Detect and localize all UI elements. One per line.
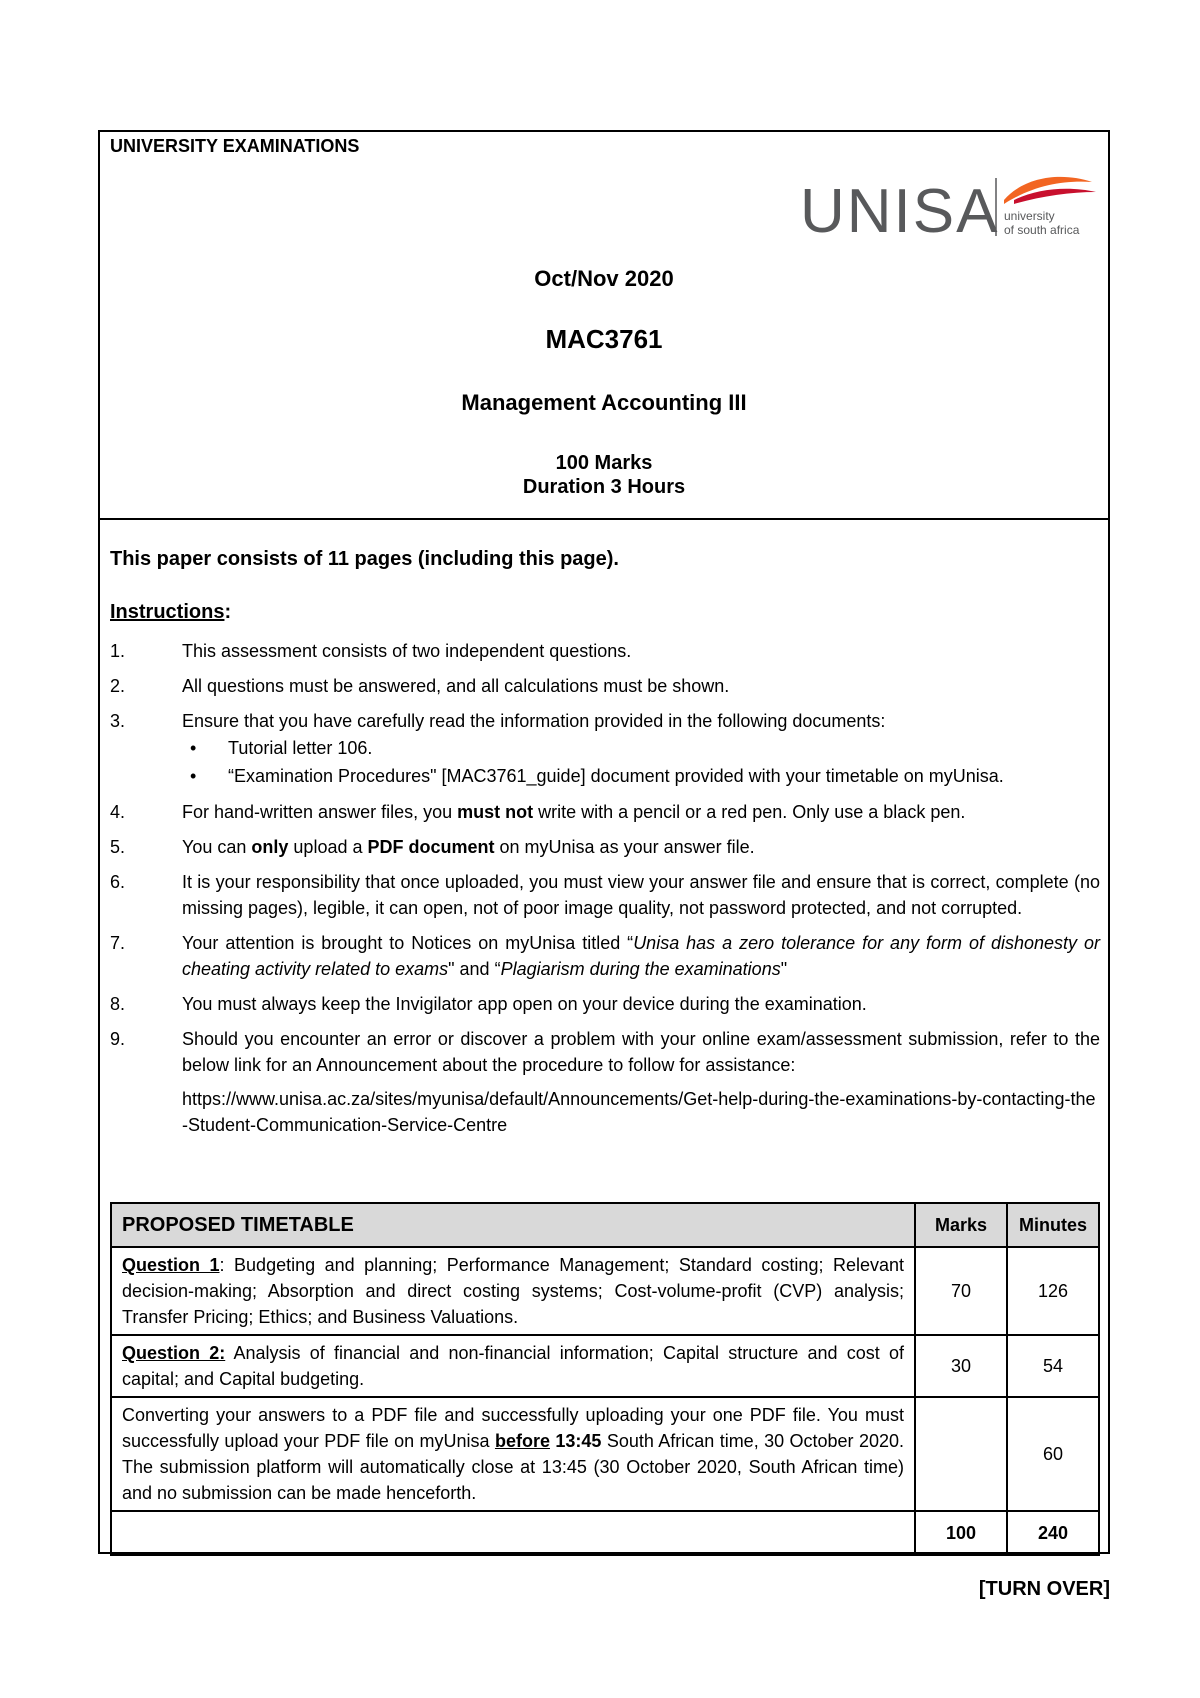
instruction-text: Ensure that you have carefully read the information provided in the following documents:: [182, 711, 886, 731]
total-row-spacer: [111, 1511, 915, 1555]
instruction-1: [110, 638, 1100, 664]
logo-tagline-1: university: [1004, 209, 1055, 223]
instruction-text-pre: Your attention is brought to Notices on myUnisa titled “: [182, 933, 634, 953]
exam-cover-frame: [98, 130, 1110, 1554]
instructions-heading-text: Instructions: [110, 601, 225, 623]
documents-list: [182, 734, 1100, 790]
upload-text-post: South African time, 30 October 2020. The submission platform will automatically close at 13:45 (30 October 2020, South African time) and no submission can be made henceforth.: [122, 1431, 904, 1503]
timetable-row-question-1: [111, 1247, 1099, 1335]
timetable-header-row: [111, 1203, 1099, 1247]
notice-title: Unisa has a zero tolerance for any form of dishonesty or cheating activity related to exams: [182, 933, 1100, 979]
instruction-number: 7.: [110, 933, 126, 953]
question-1-label: Question 1: [122, 1255, 220, 1275]
instruction-2: [110, 673, 1100, 699]
instructions-heading: [110, 601, 1100, 624]
timetable-row-upload: [111, 1397, 1099, 1511]
module-name: Management Accounting III: [461, 390, 747, 415]
instruction-text-post: on myUnisa as your answer file.: [494, 837, 755, 857]
pages-note: This paper consists of 11 pages (including this page).: [110, 548, 619, 570]
instruction-8: [110, 991, 1100, 1017]
instruction-number: 3.: [110, 711, 126, 731]
instruction-text: All questions must be answered, and all calculations must be shown.: [182, 676, 730, 696]
upload-text-pre: Converting your answers to a PDF file and successfully uploading your one PDF file. You must successfully upload your PDF file on myUnisa: [122, 1405, 904, 1451]
instruction-text-mid: " and “: [448, 959, 501, 979]
upload-deadline-time: 13:45: [549, 1431, 602, 1451]
instruction-emphasis: must not: [457, 802, 534, 822]
upload-description: [111, 1397, 915, 1511]
minutes-column-header: Minutes: [1007, 1203, 1099, 1247]
notice-title: Plagiarism during the examinations: [500, 959, 781, 979]
instruction-text: Should you encounter an error or discover a problem with your online exam/assessment submission, refer to the below link for an Announcement about the procedure to follow for assistance:: [182, 1029, 1100, 1075]
instruction-text: It is your responsibility that once uploaded, you must view your answer file and ensure that is correct, complete (no missing pages), legible, it can open, not of poor image quality, not password protected, and not corrupted.: [182, 872, 1100, 918]
question-2-description: [111, 1335, 915, 1397]
instruction-text-pre: You can: [182, 837, 252, 857]
instructions-area: [110, 548, 1100, 1147]
document-item: • “Examination Procedures" [MAC3761_guide] document provided with your timetable on myUnisa.: [182, 762, 1100, 790]
question-1-minutes: 126: [1007, 1247, 1099, 1335]
upload-marks: [915, 1397, 1007, 1511]
instruction-number: 6.: [110, 872, 126, 892]
timetable-total-row: [111, 1511, 1099, 1555]
question-2-label: Question 2:: [122, 1343, 226, 1363]
instruction-number: 1.: [110, 641, 126, 661]
instruction-number: 2.: [110, 676, 126, 696]
upload-before: before: [494, 1431, 550, 1451]
exam-session: Oct/Nov 2020: [534, 266, 674, 291]
question-1-topics: : Budgeting and planning; Performance Management; Standard costing; Relevant decision-making; Absorption and direct costing systems; Cost-volume-profit (CVP) analysis; Transfer Pricing; Ethics; and Business Valuations.: [122, 1255, 904, 1327]
instruction-number: 5.: [110, 837, 126, 857]
instruction-emphasis: only: [251, 837, 289, 857]
instruction-7: [110, 930, 1100, 982]
total-minutes-cell: 240: [1007, 1511, 1099, 1555]
timetable-row-question-2: [111, 1335, 1099, 1397]
instruction-3: [110, 708, 1100, 790]
proposed-timetable: [110, 1202, 1100, 1556]
timetable-title: PROPOSED TIMETABLE: [111, 1203, 915, 1247]
instruction-text-pre: For hand-written answer files, you: [182, 802, 458, 822]
question-1-description: [111, 1247, 915, 1335]
instruction-6: [110, 869, 1100, 921]
total-marks-cell: 100: [915, 1511, 1007, 1555]
total-marks: 100 Marks: [555, 452, 653, 474]
instruction-4: [110, 799, 1100, 825]
question-2-minutes: 54: [1007, 1335, 1099, 1397]
instruction-number: 9.: [110, 1029, 126, 1049]
exam-duration: Duration 3 Hours: [522, 476, 686, 498]
instructions-list: [110, 638, 1100, 1138]
question-2-marks: 30: [915, 1335, 1007, 1397]
unisa-logo: [800, 170, 1100, 242]
turn-over-label: [TURN OVER]: [978, 1578, 1110, 1600]
instruction-text-post: ": [780, 959, 788, 979]
instructions-heading-colon: :: [224, 601, 232, 623]
instruction-number: 4.: [110, 802, 126, 822]
header-box: [100, 132, 1108, 520]
logo-tagline-2: of south africa: [1004, 223, 1080, 237]
upload-minutes: 60: [1007, 1397, 1099, 1511]
university-examinations-label: UNIVERSITY EXAMINATIONS: [110, 136, 360, 156]
instruction-emphasis: PDF document: [367, 837, 495, 857]
instruction-text: This assessment consists of two independent questions.: [182, 641, 632, 661]
logo-wordmark: UNISA: [800, 177, 1000, 242]
help-announcement-link[interactable]: https://www.unisa.ac.za/sites/myunisa/default/Announcements/Get-help-during-the-examinations-by-contacting-the-Student-Communication-Service-Centre: [182, 1089, 1096, 1135]
module-code: MAC3761: [545, 324, 663, 354]
instruction-5: [110, 834, 1100, 860]
instruction-text-mid: upload a: [288, 837, 368, 857]
instruction-text: You must always keep the Invigilator app open on your device during the examination.: [182, 994, 867, 1014]
question-2-topics: Analysis of financial and non-financial information; Capital structure and cost of capital; and Capital budgeting.: [122, 1343, 904, 1389]
document-item: • Tutorial letter 106.: [182, 734, 1100, 762]
marks-column-header: Marks: [915, 1203, 1007, 1247]
question-1-marks: 70: [915, 1247, 1007, 1335]
instruction-text-post: write with a pencil or a red pen. Only use a black pen.: [533, 802, 966, 822]
instruction-number: 8.: [110, 994, 126, 1014]
instruction-9: [110, 1026, 1100, 1138]
